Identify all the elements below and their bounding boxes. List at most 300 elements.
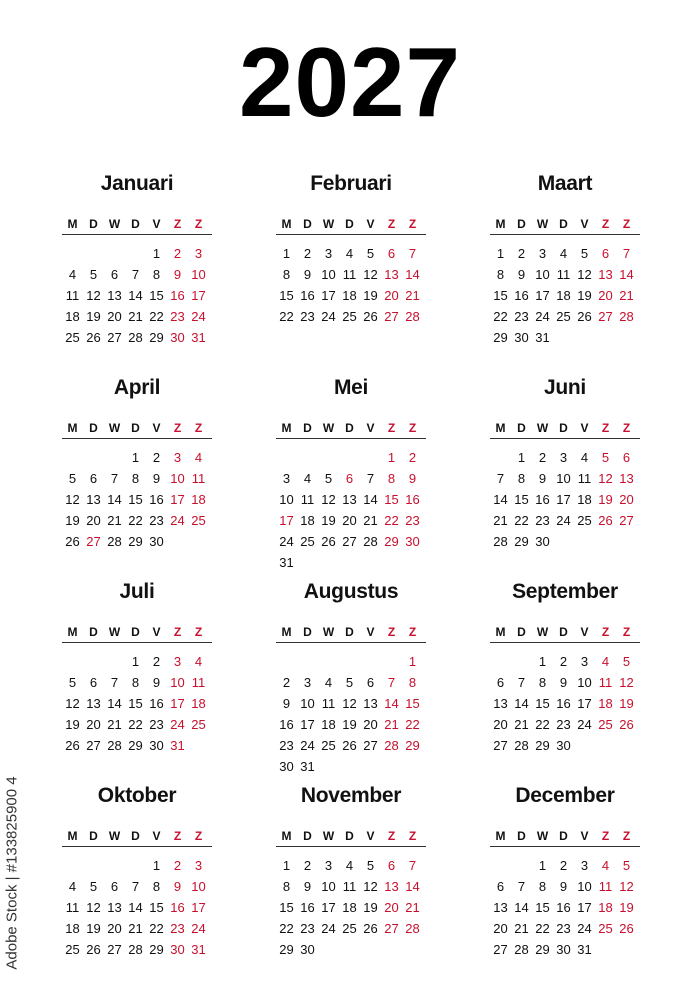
day-cell: 4 [345, 246, 354, 261]
day-cell: 24 [279, 534, 294, 549]
day-cell: 24 [556, 513, 571, 528]
day-cell: 19 [65, 513, 80, 528]
day-cell: 12 [619, 879, 634, 894]
month-augustus [276, 578, 426, 777]
day-cell: 27 [619, 513, 634, 528]
day-cell: 18 [342, 900, 357, 915]
weekday-label: D [517, 217, 526, 231]
day-cell: 5 [68, 675, 77, 690]
day-cell: 4 [580, 450, 589, 465]
weekday-label: Z [622, 421, 631, 435]
weekday-label: M [281, 217, 292, 231]
day-cell: 21 [405, 900, 420, 915]
weekday-label: D [89, 421, 98, 435]
weekday-label: V [580, 217, 589, 231]
weekday-label: M [495, 217, 506, 231]
day-cell: 28 [384, 738, 399, 753]
day-cell: 24 [170, 717, 185, 732]
day-cell: 23 [300, 309, 315, 324]
day-cell: 28 [514, 942, 529, 957]
weekday-label: D [559, 625, 568, 639]
day-cell: 26 [598, 513, 613, 528]
day-cell: 29 [149, 330, 164, 345]
month-title: November [300, 784, 402, 807]
weekday-label: M [281, 421, 292, 435]
day-cell: 19 [65, 717, 80, 732]
header-rule [276, 846, 426, 847]
day-cell: 10 [191, 267, 206, 282]
day-cell: 18 [342, 288, 357, 303]
day-cell: 5 [622, 654, 631, 669]
empty-cell [62, 855, 83, 876]
empty-cell [83, 855, 104, 876]
day-cell: 4 [68, 879, 77, 894]
day-cell: 9 [559, 879, 568, 894]
weekday-label: Z [173, 625, 182, 639]
day-cell: 3 [324, 858, 333, 873]
empty-cell [276, 447, 297, 468]
day-cell: 20 [384, 900, 399, 915]
day-cell: 23 [170, 309, 185, 324]
day-cell: 21 [514, 717, 529, 732]
weekday-label: D [89, 829, 98, 843]
day-cell: 5 [601, 450, 610, 465]
empty-cell [360, 651, 381, 672]
day-cell: 29 [405, 738, 420, 753]
day-cell: 30 [535, 534, 550, 549]
weekday-label: M [67, 421, 78, 435]
header-rule [490, 642, 640, 643]
month-title: Mei [333, 376, 369, 399]
month-mei [276, 374, 426, 573]
day-cell: 12 [363, 267, 378, 282]
month-juli [62, 578, 212, 756]
day-cell: 13 [86, 492, 101, 507]
weekday-label: Z [387, 217, 396, 231]
day-cell: 11 [65, 900, 80, 915]
day-cell: 10 [170, 675, 185, 690]
empty-cell [104, 855, 125, 876]
day-cell: 23 [149, 513, 164, 528]
weekday-label: D [345, 829, 354, 843]
day-cell: 2 [303, 858, 312, 873]
day-cell: 13 [107, 900, 122, 915]
day-cell: 9 [282, 696, 291, 711]
day-cell: 21 [128, 921, 143, 936]
day-cell: 7 [408, 246, 417, 261]
day-cell: 22 [279, 309, 294, 324]
weekday-label: M [495, 829, 506, 843]
day-cell: 9 [152, 675, 161, 690]
day-cell: 12 [619, 675, 634, 690]
day-cell: 1 [282, 858, 291, 873]
day-cell: 31 [577, 942, 592, 957]
weekday-label: Z [408, 421, 417, 435]
header-rule [490, 438, 640, 439]
day-cell: 28 [514, 738, 529, 753]
day-cell: 12 [321, 492, 336, 507]
day-cell: 28 [128, 330, 143, 345]
day-cell: 23 [170, 921, 185, 936]
day-cell: 20 [598, 288, 613, 303]
month-title: Augustus [303, 580, 399, 603]
day-cell: 11 [65, 288, 80, 303]
weekday-label: Z [173, 829, 182, 843]
weekday-label: Z [408, 217, 417, 231]
day-cell: 17 [279, 513, 294, 528]
empty-cell [125, 243, 146, 264]
weekday-label: W [322, 217, 335, 231]
day-cell: 13 [384, 267, 399, 282]
weekday-label: W [322, 829, 335, 843]
day-cell: 13 [619, 471, 634, 486]
day-cell: 2 [152, 450, 161, 465]
weekday-label: D [559, 829, 568, 843]
day-cell: 26 [619, 921, 634, 936]
day-cell: 23 [149, 717, 164, 732]
day-cell: 20 [342, 513, 357, 528]
day-cell: 25 [342, 309, 357, 324]
header-rule [490, 846, 640, 847]
day-cell: 21 [405, 288, 420, 303]
weekday-label: Z [601, 421, 610, 435]
day-cell: 8 [387, 471, 396, 486]
day-cell: 6 [496, 675, 505, 690]
day-grid [276, 447, 426, 573]
day-cell: 11 [598, 675, 613, 690]
month-title: Oktober [97, 784, 177, 807]
day-cell: 31 [191, 942, 206, 957]
day-cell: 7 [110, 675, 119, 690]
day-cell: 8 [517, 471, 526, 486]
day-cell: 23 [556, 921, 571, 936]
day-cell: 5 [68, 471, 77, 486]
day-cell: 5 [324, 471, 333, 486]
weekday-label: W [322, 625, 335, 639]
day-cell: 16 [405, 492, 420, 507]
day-cell: 25 [577, 513, 592, 528]
day-cell: 3 [303, 675, 312, 690]
day-cell: 16 [279, 717, 294, 732]
day-cell: 3 [194, 246, 203, 261]
day-cell: 19 [598, 492, 613, 507]
weekday-label: Z [601, 625, 610, 639]
day-cell: 18 [598, 900, 613, 915]
day-cell: 21 [128, 309, 143, 324]
day-cell: 18 [65, 921, 80, 936]
day-cell: 6 [89, 471, 98, 486]
day-cell: 6 [622, 450, 631, 465]
weekday-label: M [67, 625, 78, 639]
day-cell: 18 [556, 288, 571, 303]
weekday-header [276, 215, 426, 233]
day-cell: 25 [191, 717, 206, 732]
day-cell: 11 [300, 492, 315, 507]
weekday-label: D [131, 625, 140, 639]
day-cell: 15 [128, 492, 143, 507]
day-grid [276, 243, 426, 327]
day-cell: 1 [408, 654, 417, 669]
weekday-header [62, 419, 212, 437]
day-cell: 16 [556, 900, 571, 915]
day-cell: 14 [107, 492, 122, 507]
weekday-label: D [303, 421, 312, 435]
weekday-label: V [366, 625, 375, 639]
day-cell: 13 [342, 492, 357, 507]
weekday-header [490, 623, 640, 641]
header-rule [490, 234, 640, 235]
day-cell: 25 [191, 513, 206, 528]
day-cell: 27 [363, 738, 378, 753]
day-cell: 25 [556, 309, 571, 324]
weekday-label: M [67, 217, 78, 231]
weekday-label: D [89, 217, 98, 231]
weekday-label: Z [387, 829, 396, 843]
day-cell: 1 [538, 654, 547, 669]
day-cell: 22 [493, 309, 508, 324]
weekday-header [62, 623, 212, 641]
day-cell: 5 [366, 858, 375, 873]
day-cell: 23 [535, 513, 550, 528]
empty-cell [381, 651, 402, 672]
day-cell: 17 [321, 288, 336, 303]
weekday-label: D [559, 421, 568, 435]
day-cell: 27 [86, 738, 101, 753]
day-cell: 15 [149, 288, 164, 303]
weekday-label: W [536, 625, 549, 639]
day-cell: 28 [493, 534, 508, 549]
day-cell: 9 [152, 471, 161, 486]
day-cell: 8 [131, 675, 140, 690]
empty-cell [490, 447, 511, 468]
weekday-label: D [345, 625, 354, 639]
day-cell: 22 [279, 921, 294, 936]
day-cell: 16 [170, 288, 185, 303]
day-cell: 26 [342, 738, 357, 753]
day-cell: 29 [535, 942, 550, 957]
day-cell: 7 [496, 471, 505, 486]
day-cell: 24 [170, 513, 185, 528]
day-cell: 29 [279, 942, 294, 957]
year-title: 2027 [238, 27, 461, 137]
weekday-label: Z [194, 421, 203, 435]
day-cell: 10 [300, 696, 315, 711]
weekday-label: M [67, 829, 78, 843]
empty-cell [62, 243, 83, 264]
day-cell: 8 [496, 267, 505, 282]
day-cell: 28 [619, 309, 634, 324]
month-juni [490, 374, 640, 552]
weekday-header [490, 419, 640, 437]
day-cell: 3 [173, 654, 182, 669]
day-cell: 14 [384, 696, 399, 711]
day-cell: 26 [619, 717, 634, 732]
day-cell: 23 [279, 738, 294, 753]
day-cell: 11 [321, 696, 336, 711]
day-cell: 27 [384, 921, 399, 936]
day-cell: 31 [279, 555, 294, 570]
day-cell: 3 [580, 654, 589, 669]
day-cell: 24 [321, 921, 336, 936]
empty-cell [83, 243, 104, 264]
day-cell: 15 [535, 696, 550, 711]
day-cell: 12 [598, 471, 613, 486]
day-cell: 14 [493, 492, 508, 507]
day-cell: 24 [577, 921, 592, 936]
day-cell: 13 [86, 696, 101, 711]
day-grid [490, 447, 640, 552]
month-title: Januari [100, 172, 174, 195]
day-cell: 1 [131, 450, 140, 465]
day-cell: 22 [128, 513, 143, 528]
day-cell: 25 [598, 717, 613, 732]
day-cell: 26 [363, 921, 378, 936]
day-cell: 17 [191, 900, 206, 915]
day-cell: 22 [384, 513, 399, 528]
weekday-label: V [152, 625, 161, 639]
day-cell: 7 [408, 858, 417, 873]
day-cell: 13 [598, 267, 613, 282]
weekday-label: W [536, 829, 549, 843]
day-cell: 5 [89, 879, 98, 894]
weekday-label: W [108, 829, 121, 843]
day-cell: 12 [65, 492, 80, 507]
day-cell: 29 [128, 738, 143, 753]
weekday-header [276, 419, 426, 437]
weekday-label: W [108, 625, 121, 639]
day-cell: 18 [65, 309, 80, 324]
day-cell: 5 [622, 858, 631, 873]
day-cell: 15 [279, 900, 294, 915]
day-cell: 23 [300, 921, 315, 936]
day-cell: 15 [514, 492, 529, 507]
day-cell: 7 [131, 267, 140, 282]
day-cell: 3 [173, 450, 182, 465]
empty-cell [83, 447, 104, 468]
day-cell: 8 [538, 879, 547, 894]
day-cell: 25 [321, 738, 336, 753]
day-cell: 15 [149, 900, 164, 915]
day-cell: 12 [65, 696, 80, 711]
day-cell: 18 [598, 696, 613, 711]
day-cell: 3 [559, 450, 568, 465]
day-cell: 13 [384, 879, 399, 894]
weekday-label: Z [622, 217, 631, 231]
month-title: Maart [537, 172, 593, 195]
day-cell: 11 [191, 675, 206, 690]
empty-cell [297, 651, 318, 672]
day-cell: 6 [89, 675, 98, 690]
weekday-label: D [89, 625, 98, 639]
empty-cell [62, 447, 83, 468]
weekday-label: D [131, 421, 140, 435]
day-cell: 15 [405, 696, 420, 711]
day-cell: 10 [577, 879, 592, 894]
day-cell: 10 [321, 267, 336, 282]
day-cell: 30 [556, 738, 571, 753]
empty-cell [83, 651, 104, 672]
weekday-label: V [152, 829, 161, 843]
day-cell: 4 [324, 675, 333, 690]
weekday-header [62, 827, 212, 845]
day-grid [276, 651, 426, 777]
weekday-label: V [580, 829, 589, 843]
weekday-label: V [366, 217, 375, 231]
day-cell: 10 [170, 471, 185, 486]
day-cell: 8 [538, 675, 547, 690]
day-cell: 17 [321, 900, 336, 915]
day-cell: 9 [538, 471, 547, 486]
day-cell: 3 [538, 246, 547, 261]
day-cell: 28 [363, 534, 378, 549]
day-cell: 7 [131, 879, 140, 894]
empty-cell [339, 651, 360, 672]
weekday-label: M [281, 829, 292, 843]
day-cell: 8 [282, 879, 291, 894]
day-cell: 13 [107, 288, 122, 303]
day-cell: 3 [282, 471, 291, 486]
day-cell: 6 [366, 675, 375, 690]
day-cell: 8 [408, 675, 417, 690]
weekday-header [276, 827, 426, 845]
day-cell: 21 [107, 717, 122, 732]
day-cell: 1 [387, 450, 396, 465]
month-februari [276, 170, 426, 327]
day-cell: 11 [191, 471, 206, 486]
weekday-label: V [580, 625, 589, 639]
day-cell: 25 [342, 921, 357, 936]
day-cell: 25 [65, 942, 80, 957]
month-januari [62, 170, 212, 348]
day-cell: 20 [363, 717, 378, 732]
day-cell: 16 [149, 696, 164, 711]
empty-cell [511, 651, 532, 672]
weekday-label: M [281, 625, 292, 639]
day-cell: 14 [514, 900, 529, 915]
day-cell: 2 [538, 450, 547, 465]
day-cell: 29 [514, 534, 529, 549]
day-cell: 20 [493, 717, 508, 732]
day-cell: 7 [517, 675, 526, 690]
watermark-text: Adobe Stock | #133825900 4 [3, 776, 21, 970]
day-cell: 2 [173, 246, 182, 261]
day-cell: 6 [110, 879, 119, 894]
month-april [62, 374, 212, 552]
day-cell: 10 [535, 267, 550, 282]
day-cell: 13 [493, 696, 508, 711]
day-cell: 12 [86, 288, 101, 303]
day-cell: 17 [556, 492, 571, 507]
day-cell: 26 [65, 738, 80, 753]
weekday-label: W [322, 421, 335, 435]
day-cell: 24 [300, 738, 315, 753]
weekday-label: D [131, 829, 140, 843]
empty-cell [318, 447, 339, 468]
day-cell: 14 [405, 879, 420, 894]
header-rule [276, 642, 426, 643]
day-cell: 1 [538, 858, 547, 873]
day-cell: 11 [577, 471, 592, 486]
weekday-label: Z [387, 625, 396, 639]
day-cell: 3 [194, 858, 203, 873]
weekday-label: Z [601, 829, 610, 843]
day-cell: 30 [514, 330, 529, 345]
day-cell: 11 [556, 267, 571, 282]
weekday-label: W [108, 217, 121, 231]
day-cell: 6 [345, 471, 354, 486]
weekday-label: Z [408, 829, 417, 843]
empty-cell [297, 447, 318, 468]
